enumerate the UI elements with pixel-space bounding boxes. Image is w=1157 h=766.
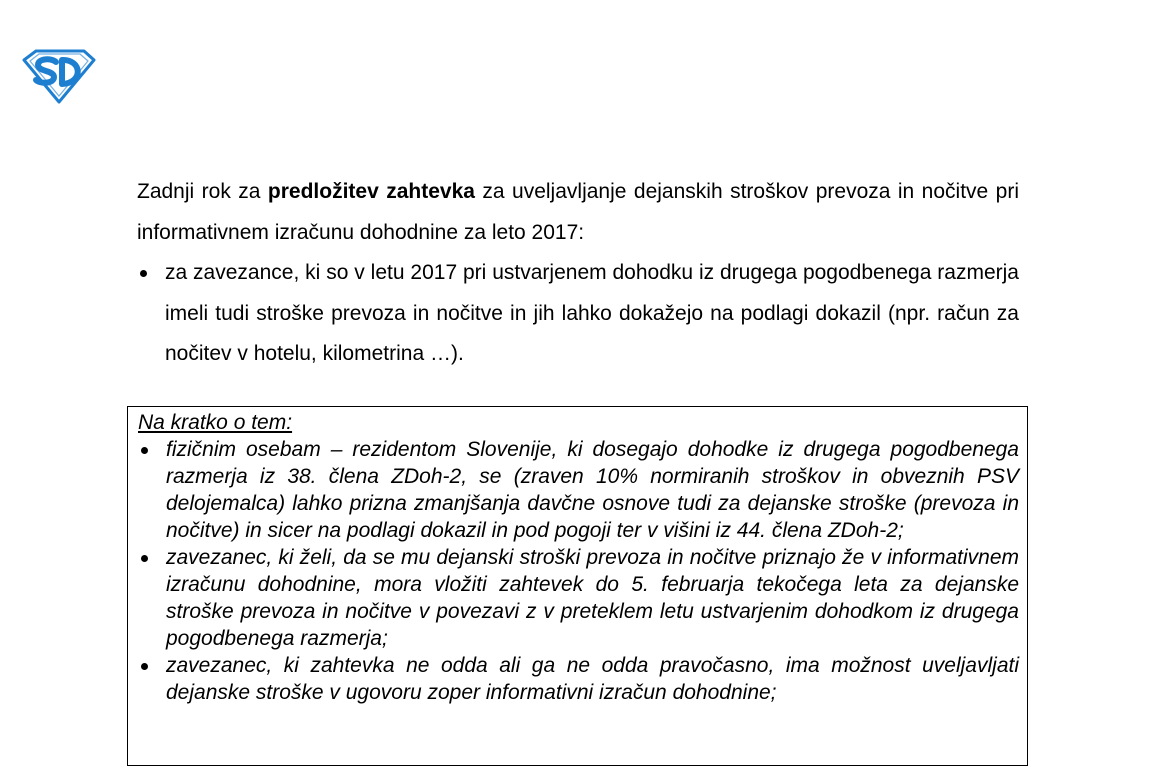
list-item: zavezanec, ki želi, da se mu dejanski stroški prevoza in nočitve priznajo že v informativnem izračunu dohodnine, mora vložiti zahtevek do 5. februarja tekočega leta za dejanske stroške prevoza in nočitve v povezavi z v preteklem letu ustvarjenim dohodkom iz drugega pogodbenega razmerja; bbox=[138, 544, 1019, 652]
deadline-bullet-list bbox=[137, 253, 1019, 375]
summary-box bbox=[127, 406, 1028, 766]
sd-shield-logo-icon bbox=[22, 48, 96, 104]
list-item: zavezanec, ki zahtevka ne odda ali ga ne odda pravočasno, ima možnost uveljavljati dejanske stroške v ugovoru zoper informativni izračun dohodnine; bbox=[138, 652, 1019, 706]
intro-bold: predložitev zahtevka bbox=[267, 180, 475, 203]
summary-heading: Na kratko o tem: bbox=[138, 411, 293, 434]
intro-suffix: za uveljavljanje dejanskih stroškov prevoza in nočitve pri informativnem izračunu dohodnine za leto 2017: bbox=[137, 180, 1020, 244]
list-item: fizičnim osebam – rezidentom Slovenije, ki dosegajo dohodke iz drugega pogodbenega razmerja iz 38. člena ZDoh-2, se (zraven 10% normiranih stroškov in obveznih PSV delojemalca) lahko prizna zmanjšanja davčne osnove tudi za dejanske stroške (prevoza in nočitve) in sicer na podlagi dokazil in pod pogoji ter v višini iz 44. člena ZDoh-2; bbox=[138, 436, 1019, 544]
logo-graphic bbox=[22, 48, 96, 104]
intro-prefix: Zadnji rok za bbox=[137, 180, 268, 203]
list-item: za zavezance, ki so v letu 2017 pri ustvarjenem dohodku iz drugega pogodbenega razmerja imeli tudi stroške prevoza in nočitve in jih lahko dokažejo na podlagi dokazil (npr. račun za nočitev v hotelu, kilometrina …). bbox=[137, 253, 1019, 375]
intro-paragraph bbox=[137, 172, 1019, 253]
summary-list bbox=[138, 436, 1019, 706]
